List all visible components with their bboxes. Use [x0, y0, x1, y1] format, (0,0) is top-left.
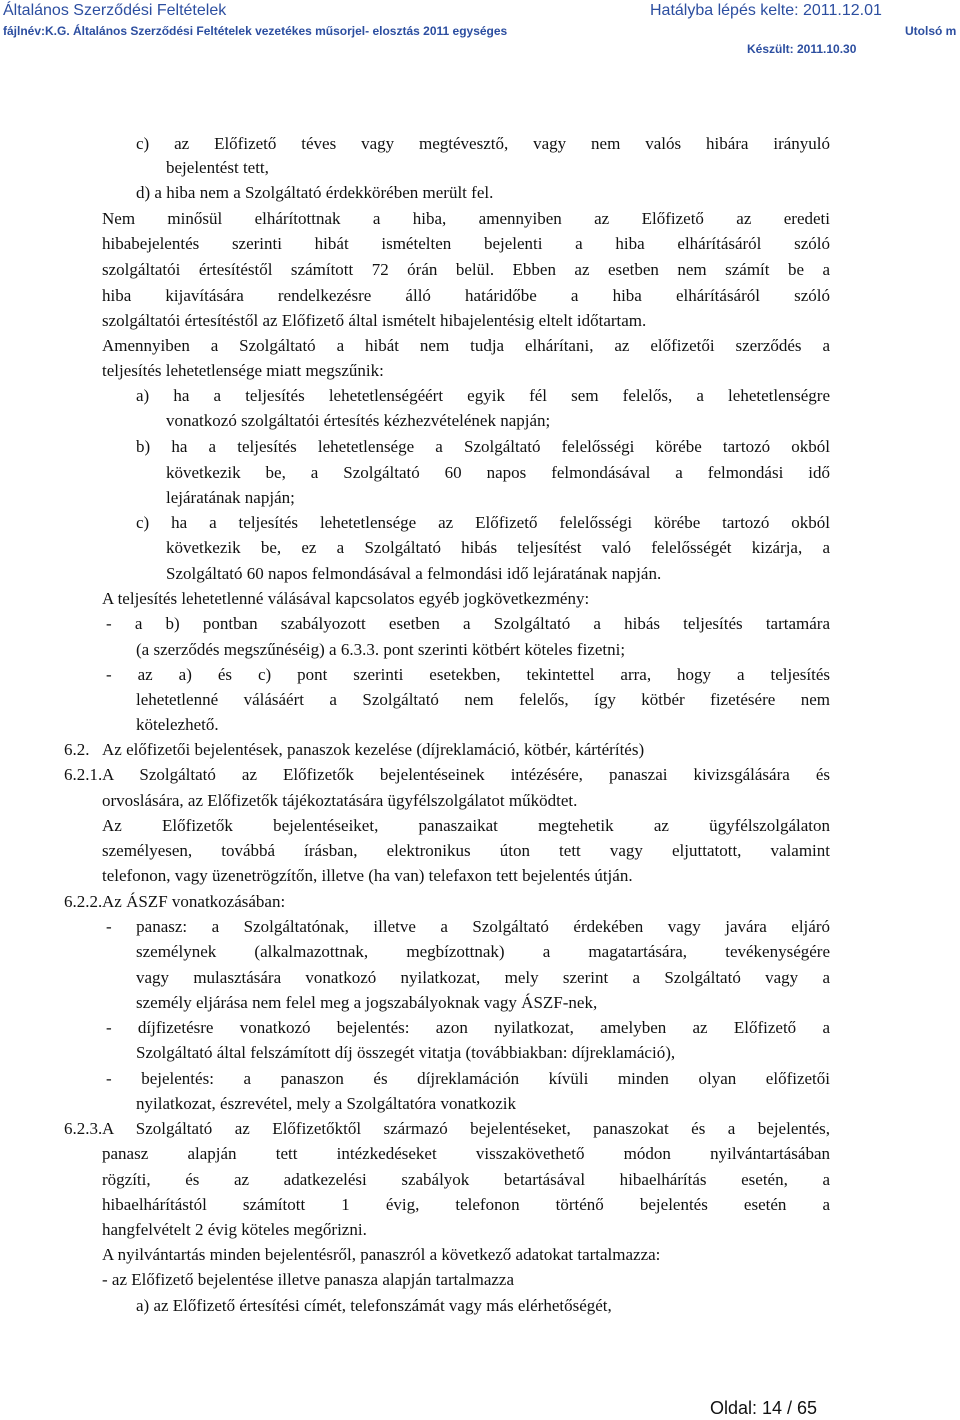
section-number: 6.2.1. [64, 765, 103, 784]
text-line: személynek (alkalmazottnak, megbízottnak) a magatartására, tevékenységére [136, 942, 830, 961]
text-line: Amennyiben a Szolgáltató a hibát nem tudja elhárítani, az előfizetői szerződés a [102, 336, 830, 355]
section-heading: Az előfizetői bejelentések, panaszok kezelése (díjreklamáció, kötbér, kártérítés) [102, 740, 645, 759]
text-line: A Szolgáltató az Előfizetőktől származó bejelentéseket, panaszokat és a bejelentés, [102, 1119, 830, 1138]
text-line: A teljesítés lehetetlenné válásával kapcsolatos egyéb jogkövetkezmény: [102, 589, 590, 608]
header-effective-date: Hatályba lépés kelte: 2011.12.01 [650, 2, 882, 19]
text-line: személyesen, továbbá írásban, elektronikus úton tett vagy eljuttatott, valamint [102, 841, 830, 860]
text-line: lejáratának napján; [166, 488, 295, 507]
text-line: hiba kijavítására rendelkezésre álló határidőbe a hiba elhárításáról szóló [102, 286, 830, 305]
text-line: bejelentést tett, [166, 158, 269, 177]
text-line: szolgáltatói értesítéstől számított 72 órán belül. Ebben az esetben nem számít be a [102, 260, 830, 279]
text-line: vagy mulasztására vonatkozó nyilatkozat, mely szerint a Szolgáltató vagy a [136, 968, 830, 987]
header-last-modified: Utolsó m [905, 24, 957, 38]
text-line: személy eljárása nem felel meg a jogszabályoknak vagy ÁSZF-nek, [136, 993, 598, 1012]
text-line: következik be, a Szolgáltató 60 napos felmondásával a felmondási idő [166, 463, 830, 482]
text-line: orvoslására, az Előfizetők tájékoztatására ügyfélszolgálatot működtet. [102, 791, 578, 810]
text-line: - panasz: a Szolgáltatónak, illetve a Szolgáltató érdekében vagy javára eljáró [106, 917, 830, 936]
text-line: következik be, ez a Szolgáltató hibás teljesítést való felelősségét kizárja, a [166, 538, 830, 557]
text-line: Szolgáltató által felszámított díj összegét vitatja (továbbiakban: díjreklamáció), [136, 1043, 676, 1062]
text-line: szolgáltatói értesítéstől az Előfizető által ismételt hibajelentésig eltelt időtartam. [102, 311, 647, 330]
text-line: a) az Előfizető értesítési címét, telefonszámát vagy más elérhetőségét, [136, 1296, 612, 1315]
text-line: teljesítés lehetetlensége miatt megszűnik: [102, 361, 384, 380]
header-title: Általános Szerződési Feltételek [3, 2, 227, 19]
page-header [0, 0, 960, 66]
text-line: hangfelvételt 2 évig köteles megőrizni. [102, 1220, 367, 1239]
text-line: - az Előfizető bejelentése illetve panasza alapján tartalmazza [102, 1270, 515, 1289]
text-line: A nyilvántartás minden bejelentésről, panaszról a következő adatokat tartalmazza: [102, 1245, 661, 1264]
text-line: - a b) pontban szabályozott esetben a Szolgáltató a hibás teljesítés tartamára [106, 614, 830, 633]
text-line: Nem minősül elhárítottnak a hiba, amennyiben az Előfizető az eredeti [102, 209, 830, 228]
page-number: Oldal: 14 / 65 [710, 1398, 818, 1418]
text-line: panasz alapján tett intézkedéseket visszakövethető módon nyilvántartásában [102, 1144, 830, 1163]
text-line: hibaelhárítástól számított 1 évig, telefonon történő bejelentés esetén a [102, 1195, 830, 1214]
text-line: (a szerződés megszűnéséig) a 6.3.3. pont szerinti kötbért köteles fizetni; [136, 640, 626, 659]
text-line: hibabejelentés szerinti hibát ismételten bejelenti a hiba elhárításáról szóló [102, 234, 830, 253]
text-line: - az a) és c) pont szerinti esetekben, tekintettel arra, hogy a teljesítés [106, 665, 830, 684]
header-filename: fájlnév:K.G. Általános Szerződési Feltételek vezetékes műsorjel- elosztás 2011 egységes [3, 24, 508, 38]
text-line: rögzíti, és az adatkezelési szabályok betartásával hibaelhárítás esetén, a [102, 1170, 830, 1189]
section-number: 6.2.3. [64, 1119, 103, 1138]
text-line: a) ha a teljesítés lehetetlenségéért egyik fél sem felelős, a lehetetlenségre [136, 386, 830, 405]
text-line: Az ÁSZF vonatkozásában: [102, 892, 286, 911]
text-line: Szolgáltató 60 napos felmondásával a felmondási idő lejáratának napján. [166, 564, 662, 583]
text-line: nyilatkozat, észrevétel, mely a Szolgáltatóra vonatkozik [136, 1094, 516, 1113]
section-number: 6.2.2. [64, 892, 103, 911]
text-line: c) ha a teljesítés lehetetlensége az Előfizető felelősségi körébe tartozó okból [136, 513, 830, 532]
text-line: d) a hiba nem a Szolgáltató érdekkörében merült fel. [136, 183, 494, 202]
text-line: telefonon, vagy üzenetrögzítőn, illetve (ha van) telefaxon tett bejelentés útján. [102, 866, 633, 885]
text-line: vonatkozó szolgáltatói értesítés kézhezvételének napján; [166, 411, 551, 430]
text-line: kötelezhető. [136, 715, 219, 734]
text-line: - bejelentés: a panaszon és díjreklamáción kívüli minden olyan előfizetői [106, 1069, 830, 1088]
text-line: A Szolgáltató az Előfizetők bejelentéseinek intézésére, panaszai kivizsgálására és [102, 765, 830, 784]
text-line: lehetetlenné válásáért a Szolgáltató nem felelős, így kötbér fizetésére nem [136, 690, 830, 709]
text-line: c) az Előfizető téves vagy megtévesztő, vagy nem valós hibára irányuló [136, 134, 830, 153]
text-line: Az Előfizetők bejelentéseiket, panaszaikat megtehetik az ügyfélszolgálaton [102, 816, 830, 835]
text-line: b) ha a teljesítés lehetetlensége a Szolgáltató felelősségi körébe tartozó okból [136, 437, 830, 456]
header-made-date: Készült: 2011.10.30 [747, 42, 857, 56]
section-number: 6.2. [64, 740, 90, 759]
text-line: - díjfizetésre vonatkozó bejelentés: azon nyilatkozat, amelyben az Előfizető a [106, 1018, 830, 1037]
